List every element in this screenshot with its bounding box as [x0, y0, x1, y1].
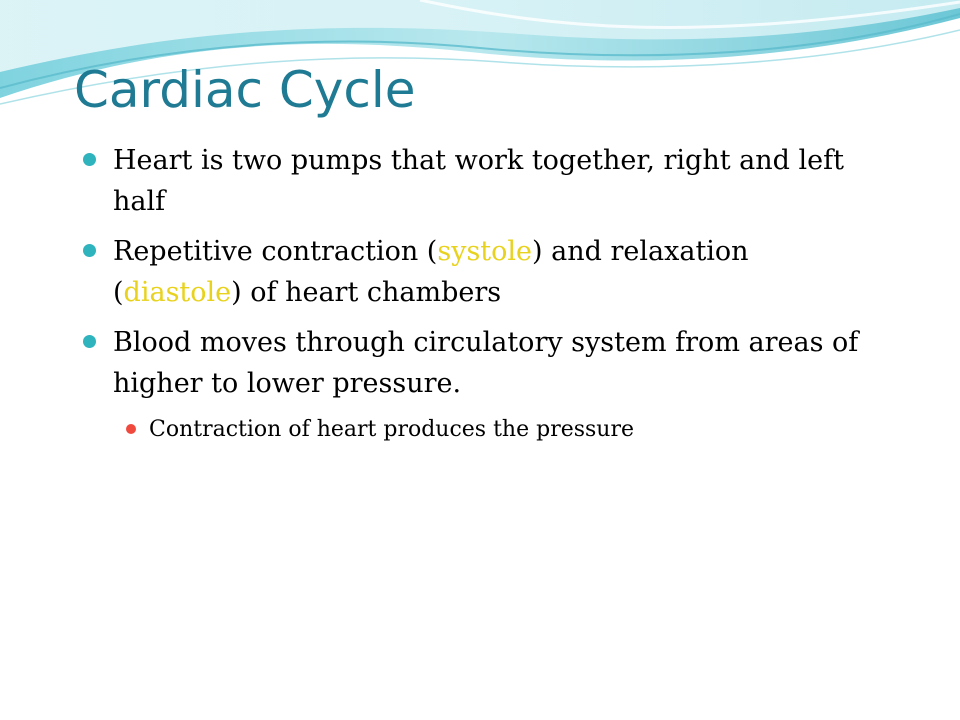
bullet-item: [80, 322, 860, 404]
bullet-dot-icon: [83, 335, 96, 348]
bullet-text: Blood moves through circulatory system from areas of higher to lower pressure.: [113, 327, 859, 399]
sub-bullet-item: [80, 413, 860, 446]
bullet-text-part: ) and relaxation (: [113, 236, 749, 308]
highlight-term-systole: systole: [437, 236, 533, 267]
highlight-term-diastole: diastole: [123, 277, 232, 308]
bullet-text-part: ) of heart chambers: [231, 277, 502, 308]
bullet-item: [80, 231, 860, 313]
sub-bullet-text: Contraction of heart produces the pressure: [149, 417, 635, 442]
bullet-list: [80, 140, 860, 446]
bullet-dot-icon: [83, 153, 96, 166]
bullet-item: [80, 140, 860, 222]
bullet-dot-icon: [83, 244, 96, 257]
bullet-text-part: Repetitive contraction (: [113, 236, 438, 267]
bullet-text: Heart is two pumps that work together, right and left half: [113, 145, 844, 217]
sub-bullet-dot-icon: [126, 424, 136, 434]
slide-title: Cardiac Cycle: [74, 61, 416, 119]
